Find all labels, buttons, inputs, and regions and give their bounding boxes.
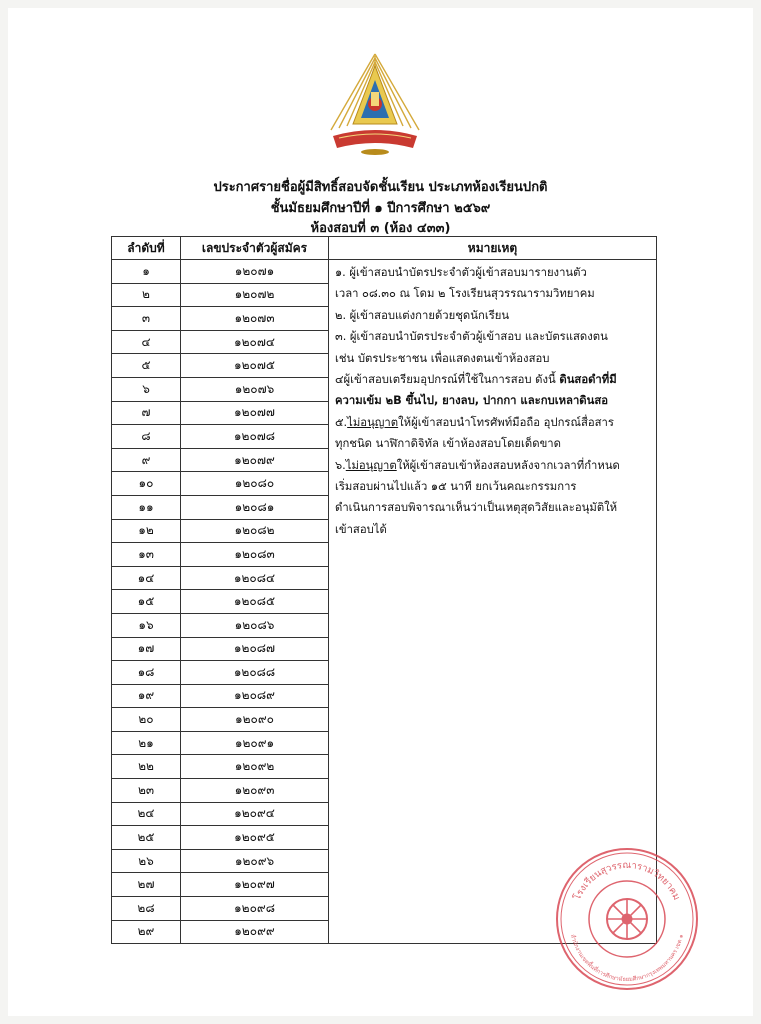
remark-text: ๔ผู้เข้าสอบเตรียมอุปกรณ์ที่ใช้ในการสอบ ดังนี้ bbox=[335, 373, 560, 387]
row-order-number: ๑๑ bbox=[112, 495, 181, 519]
row-applicant-id: ๑๒๐๗๑ bbox=[181, 260, 329, 284]
row-applicant-id: ๑๒๐๘๐ bbox=[181, 472, 329, 496]
remark-line bbox=[335, 455, 652, 476]
row-applicant-id: ๑๒๐๙๕ bbox=[181, 826, 329, 850]
col-header-order: ลำดับที่ bbox=[112, 237, 181, 260]
row-applicant-id: ๑๒๐๘๒ bbox=[181, 519, 329, 543]
remark-bold-text: ดินสอดำที่มี bbox=[559, 373, 617, 387]
row-order-number: ๒๐ bbox=[112, 708, 181, 732]
remark-text: เข้าสอบได้ bbox=[335, 522, 387, 536]
row-applicant-id: ๑๒๐๘๗ bbox=[181, 637, 329, 661]
row-applicant-id: ๑๒๐๘๓ bbox=[181, 543, 329, 567]
remark-line bbox=[335, 348, 652, 369]
row-order-number: ๒๑ bbox=[112, 731, 181, 755]
remarks-cell bbox=[329, 260, 657, 944]
row-order-number: ๒๖ bbox=[112, 849, 181, 873]
remark-text: ๒. ผู้เข้าสอบแต่งกายด้วยชุดนักเรียน bbox=[335, 308, 510, 322]
row-applicant-id: ๑๒๐๙๔ bbox=[181, 802, 329, 826]
row-order-number: ๔ bbox=[112, 330, 181, 354]
row-order-number: ๕ bbox=[112, 354, 181, 378]
remark-line bbox=[335, 262, 652, 283]
row-order-number: ๑๖ bbox=[112, 613, 181, 637]
row-applicant-id: ๑๒๐๗๘ bbox=[181, 425, 329, 449]
candidate-table bbox=[111, 236, 657, 944]
row-order-number: ๒๒ bbox=[112, 755, 181, 779]
table-header-row bbox=[112, 237, 657, 260]
row-order-number: ๒๓ bbox=[112, 779, 181, 803]
remark-line bbox=[335, 390, 652, 411]
remark-text: ให้ผู้เข้าสอบเข้าห้องสอบหลังจากเวลาที่กำหนด bbox=[396, 458, 620, 472]
row-applicant-id: ๑๒๐๙๒ bbox=[181, 755, 329, 779]
row-order-number: ๒๔ bbox=[112, 802, 181, 826]
row-applicant-id: ๑๒๐๙๙ bbox=[181, 920, 329, 944]
announcement-title: ประกาศรายชื่อผู้มีสิทธิ์สอบจัดชั้นเรียน ประเภทห้องเรียนปกติ bbox=[213, 180, 548, 195]
row-order-number: ๙ bbox=[112, 448, 181, 472]
row-order-number: ๓ bbox=[112, 307, 181, 331]
remark-line bbox=[335, 305, 652, 326]
school-emblem-icon bbox=[325, 52, 425, 156]
remark-line bbox=[335, 497, 652, 518]
row-applicant-id: ๑๒๐๘๑ bbox=[181, 495, 329, 519]
dharma-wheel-icon bbox=[607, 899, 647, 939]
row-applicant-id: ๑๒๐๙๓ bbox=[181, 779, 329, 803]
remark-line bbox=[335, 326, 652, 347]
stamp-text-top: โรงเรียนสุวรรณารามวิทยาคม bbox=[571, 859, 683, 902]
row-order-number: ๑๙ bbox=[112, 684, 181, 708]
remark-text: ๕. bbox=[335, 415, 348, 429]
row-order-number: ๑๒ bbox=[112, 519, 181, 543]
school-seal-stamp bbox=[554, 846, 700, 992]
remark-text: ๖. bbox=[335, 458, 346, 472]
remark-text: ทุกชนิด นาฬิกาดิจิทัล เข้าห้องสอบโดยเด็ดขาด bbox=[335, 437, 561, 451]
remark-line bbox=[335, 412, 652, 433]
remark-text: ดำเนินการสอบพิจารณาเห็นว่าเป็นเหตุสุดวิสัยและอนุมัติให้ bbox=[335, 501, 618, 515]
row-applicant-id: ๑๒๐๙๐ bbox=[181, 708, 329, 732]
row-applicant-id: ๑๒๐๙๖ bbox=[181, 849, 329, 873]
remark-line bbox=[335, 283, 652, 304]
row-applicant-id: ๑๒๐๙๑ bbox=[181, 731, 329, 755]
row-applicant-id: ๑๒๐๘๘ bbox=[181, 661, 329, 685]
row-order-number: ๖ bbox=[112, 377, 181, 401]
col-header-remarks: หมายเหตุ bbox=[329, 237, 657, 260]
row-applicant-id: ๑๒๐๘๙ bbox=[181, 684, 329, 708]
row-applicant-id: ๑๒๐๘๕ bbox=[181, 590, 329, 614]
grade-year-subtitle: ชั้นมัธยมศึกษาปีที่ ๑ ปีการศึกษา ๒๕๖๙ bbox=[270, 201, 491, 216]
row-order-number: ๑๗ bbox=[112, 637, 181, 661]
row-order-number: ๑๓ bbox=[112, 543, 181, 567]
remark-line bbox=[335, 476, 652, 497]
table-row bbox=[112, 260, 657, 284]
row-applicant-id: ๑๒๐๗๓ bbox=[181, 307, 329, 331]
row-order-number: ๑๐ bbox=[112, 472, 181, 496]
remark-line bbox=[335, 433, 652, 454]
remark-text: เริ่มสอบผ่านไปแล้ว ๑๕ นาที ยกเว้นคณะกรรมการ bbox=[335, 480, 577, 494]
row-order-number: ๗ bbox=[112, 401, 181, 425]
remark-text: เช่น บัตรประชาชน เพื่อแสดงตนเข้าห้องสอบ bbox=[335, 351, 550, 365]
row-applicant-id: ๑๒๐๗๙ bbox=[181, 448, 329, 472]
row-order-number: ๒๕ bbox=[112, 826, 181, 850]
remark-text: เวลา ๐๘.๓๐ ณ โดม ๒ โรงเรียนสุวรรณารามวิทยาคม bbox=[335, 287, 595, 301]
row-order-number: ๑๘ bbox=[112, 661, 181, 685]
stamp-text-bottom: สำนักงานเขตพื้นที่การศึกษามัธยมศึกษากรุงเทพมหานคร เขต ๑ bbox=[568, 933, 685, 984]
row-order-number: ๒๘ bbox=[112, 897, 181, 921]
row-applicant-id: ๑๒๐๗๗ bbox=[181, 401, 329, 425]
remark-line bbox=[335, 519, 652, 540]
row-applicant-id: ๑๒๐๘๔ bbox=[181, 566, 329, 590]
row-order-number: ๒๗ bbox=[112, 873, 181, 897]
col-header-applicant-id: เลขประจำตัวผู้สมัคร bbox=[181, 237, 329, 260]
remark-line bbox=[335, 369, 652, 390]
row-applicant-id: ๑๒๐๙๘ bbox=[181, 897, 329, 921]
remark-underlined-text: ไม่อนุญาต bbox=[345, 458, 397, 472]
row-applicant-id: ๑๒๐๗๕ bbox=[181, 354, 329, 378]
row-order-number: ๑๔ bbox=[112, 566, 181, 590]
row-applicant-id: ๑๒๐๗๒ bbox=[181, 283, 329, 307]
row-applicant-id: ๑๒๐๙๗ bbox=[181, 873, 329, 897]
remark-text: ๑. ผู้เข้าสอบนำบัตรประจำตัวผู้เข้าสอบมารายงานตัว bbox=[335, 266, 587, 279]
row-order-number: ๘ bbox=[112, 425, 181, 449]
row-order-number: ๑ bbox=[112, 260, 181, 284]
row-order-number: ๒๙ bbox=[112, 920, 181, 944]
row-applicant-id: ๑๒๐๘๖ bbox=[181, 613, 329, 637]
remark-text: ๓. ผู้เข้าสอบนำบัตรประจำตัวผู้เข้าสอบ และบัตรแสดงตน bbox=[335, 330, 608, 344]
row-order-number: ๒ bbox=[112, 283, 181, 307]
remark-underlined-text: ไม่อนุญาต bbox=[347, 415, 399, 429]
row-applicant-id: ๑๒๐๗๖ bbox=[181, 377, 329, 401]
exam-room-subtitle: ห้องสอบที่ ๓ (ห้อง ๔๓๓) bbox=[310, 221, 451, 236]
remark-bold-text: ความเข้ม ๒B ขึ้นไป, ยางลบ, ปากกา และกบเหลาดินสอ bbox=[335, 394, 609, 408]
remark-text: ให้ผู้เข้าสอบนำโทรศัพท์มือถือ อุปกรณ์สื่อสาร bbox=[398, 415, 614, 429]
row-applicant-id: ๑๒๐๗๔ bbox=[181, 330, 329, 354]
row-order-number: ๑๕ bbox=[112, 590, 181, 614]
